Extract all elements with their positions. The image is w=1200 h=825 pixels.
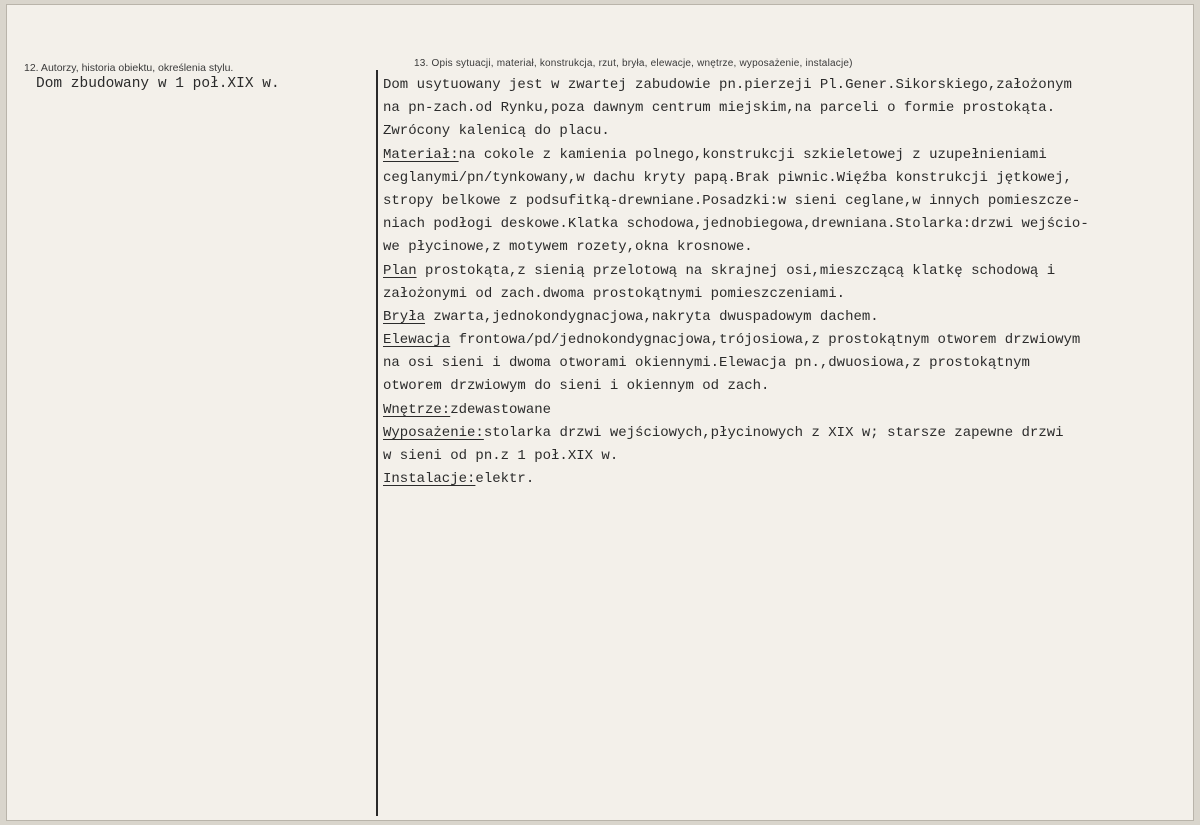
section-text: Zwrócony kalenicą do placu. [383,123,610,140]
section-label: Bryła [383,308,426,325]
description-line [383,74,1199,97]
section-text: na cokole z kamienia polnego,konstrukcji szkieletowej z uzupełnieniami [458,146,1047,163]
section-text: założonymi od zach.dwoma prostokątnymi pomieszczeniami. [383,285,846,302]
column-divider [376,70,378,816]
left-column-header: 12. Autorzy, historia obiektu, określenia stylu. [24,62,234,74]
description-line [383,422,1199,445]
section-text: prostokąta,z sienią przelotową na skrajnej osi,mieszczącą klatkę schodową i [416,262,1056,279]
description-line [383,352,1199,375]
section-label: Instalacje: [383,471,476,488]
section-label: Elewacja [383,332,451,349]
description-line [383,375,1199,398]
section-text: w sieni od pn.z 1 poł.XIX w. [383,448,619,464]
section-text: stropy belkowe z podsufitką-drewniane.Posadzki:w sieni ceglane,w innych pomieszcze- [383,192,1081,209]
description-line [383,190,1199,213]
section-text: na osi sieni i dwoma otworami okiennymi.Elewacja pn.,dwuosiowa,z prostokątnym [383,355,1030,372]
construction-date-text: Dom zbudowany w 1 poł.XIX w. [36,76,280,92]
description-line [383,120,1199,143]
description-line [383,445,1199,468]
description-line [383,329,1199,352]
description-line [383,97,1199,120]
section-text: ceglanymi/pn/tynkowany,w dachu kryty papą.Brak piwnic.Więźba konstrukcji jętkowej, [383,169,1072,186]
description-line [383,260,1199,283]
section-text: stolarka drzwi wejściowych,płycinowych z XIX w; starsze zapewne drzwi [483,424,1064,441]
description-line [383,283,1199,306]
description-line [383,399,1199,422]
section-text: frontowa/pd/jednokondygnacjowa,trójosiowa,z prostokątnym otworem drzwiowym [450,332,1081,349]
description-line [383,213,1199,236]
section-text: zwarta,jednokondygnacjowa,nakryta dwuspadowym dachem. [425,308,879,325]
description-line [383,468,1199,491]
section-text: elektr. [475,471,535,488]
section-text: we płycinowe,z motywem rozety,okna krosnowe. [383,239,753,256]
section-text: niach podłogi deskowe.Klatka schodowa,jednobiegowa,drewniana.Stolarka:drzwi wejścio- [383,216,1089,233]
section-text: zdewastowane [450,401,552,418]
section-text: otworem drzwiowym do sieni i okiennym od zach. [383,378,770,395]
section-label: Wyposażenie: [383,424,484,441]
description-line [383,306,1199,329]
section-text: na pn-zach.od Rynku,poza dawnym centrum miejskim,na parceli o formie prostokąta. [383,100,1056,117]
section-label: Materiał: [383,146,459,163]
section-label: Plan [383,262,417,279]
right-column-header: 13. Opis sytuacji, materiał, konstrukcja, rzut, bryła, elewacje, wnętrze, wyposażenie, instalacje) [414,58,853,69]
description-body [383,74,1199,491]
description-line [383,144,1199,167]
section-label: Wnętrze: [383,401,451,418]
description-line [383,236,1199,259]
section-text: Dom usytuowany jest w zwartej zabudowie pn.pierzeji Pl.Gener.Sikorskiego,założonym [383,77,1072,93]
description-line [383,167,1199,190]
